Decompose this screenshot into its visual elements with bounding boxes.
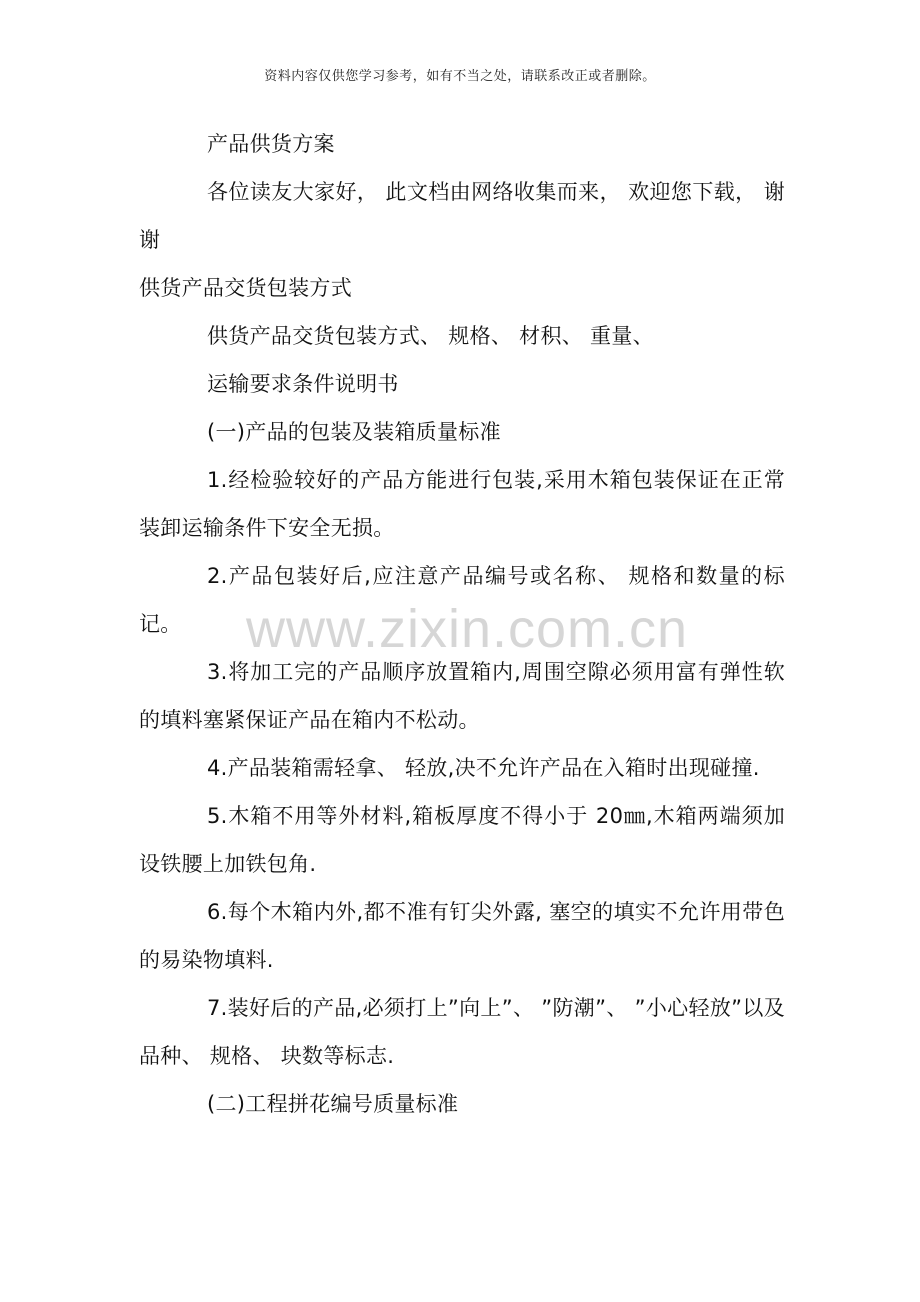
- list-item: 5.木箱不用等外材料,箱板厚度不得小于 20㎜,木箱两端须加设铁腰上加铁包角.: [139, 804, 785, 876]
- list-item: 1.经检验较好的产品方能进行包装,采用木箱包装保证在正常装卸运输条件下安全无损。: [139, 468, 785, 540]
- document-body: [139, 120, 785, 1128]
- page-header-disclaimer: 资料内容仅供您学习参考，如有不当之处，请联系改正或者删除。: [264, 69, 656, 84]
- list-item: 3.将加工完的产品顺序放置箱内,周围空隙必须用富有弹性软的填料塞紧保证产品在箱内不松动。: [139, 660, 785, 732]
- document-title: 产品供货方案: [207, 132, 335, 156]
- list-item: 7.装好后的产品,必须打上”向上”、 ”防潮”、 ”小心轻放”以及品种、 规格、 块数等标志.: [139, 996, 785, 1068]
- subheading-line-2: 运输要求条件说明书: [207, 372, 399, 396]
- list-item: 4.产品装箱需轻拿、 轻放,决不允许产品在入箱时出现碰撞.: [207, 756, 760, 780]
- list-item: 2.产品包装好后,应注意产品编号或名称、 规格和数量的标记。: [139, 564, 785, 636]
- list-item: 6.每个木箱内外,都不准有钉尖外露, 塞空的填实不允许用带色的易染物填料.: [139, 900, 785, 972]
- section-heading: 供货产品交货包装方式: [139, 276, 352, 300]
- watermark: www.zixin.com.cn: [245, 599, 689, 659]
- subheading-line-1: 供货产品交货包装方式、 规格、 材积、 重量、: [207, 324, 654, 348]
- greeting-paragraph: 各位读友大家好， 此文档由网络收集而来， 欢迎您下载， 谢谢: [139, 180, 785, 252]
- part-1-heading: (一)产品的包装及装箱质量标准: [207, 420, 501, 444]
- part-2-heading: (二)工程拼花编号质量标准: [207, 1092, 459, 1116]
